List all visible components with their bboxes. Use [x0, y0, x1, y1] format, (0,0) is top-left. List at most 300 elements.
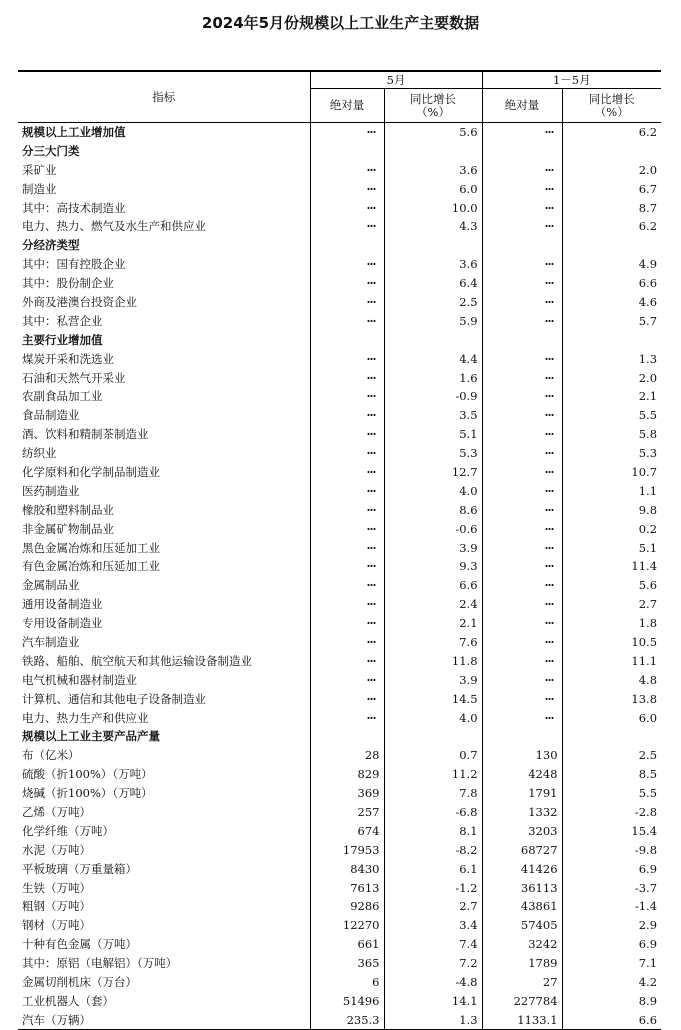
- may-yoy-cell: 1.6: [384, 368, 482, 387]
- may-absolute-cell: ···: [310, 198, 384, 217]
- jan-may-yoy-cell: 4.6: [562, 293, 661, 312]
- table-row: [18, 368, 661, 387]
- jan-may-yoy-cell: 6.7: [562, 179, 661, 198]
- may-yoy-cell: 3.9: [384, 670, 482, 689]
- may-absolute-cell: 6: [310, 973, 384, 992]
- may-absolute-cell: 365: [310, 954, 384, 973]
- indicator-cell: 规模以上工业主要产品产量: [22, 729, 160, 744]
- may-yoy-cell: 8.1: [384, 821, 482, 840]
- may-yoy-cell: -0.9: [384, 387, 482, 406]
- indicator-cell: 煤炭开采和洗选业: [22, 351, 114, 366]
- jan-may-yoy-cell: 15.4: [562, 821, 661, 840]
- jan-may-absolute-cell: 1789: [482, 954, 562, 973]
- table-row: [18, 274, 661, 293]
- may-absolute-cell: ···: [310, 349, 384, 368]
- table-row: [18, 973, 661, 992]
- jan-may-yoy-cell: 5.5: [562, 406, 661, 425]
- header-may-absolute: 绝对量: [310, 89, 384, 123]
- may-absolute-cell: ···: [310, 500, 384, 519]
- jan-may-yoy-cell: 5.1: [562, 538, 661, 557]
- jan-may-absolute-cell: [482, 727, 562, 746]
- may-absolute-cell: 8430: [310, 859, 384, 878]
- indicator-cell: 金属切削机床（万台）: [22, 975, 137, 990]
- indicator-cell: 布（亿米）: [22, 748, 80, 763]
- may-yoy-cell: -0.6: [384, 519, 482, 538]
- table-row: [18, 198, 661, 217]
- table-row: [18, 160, 661, 179]
- jan-may-yoy-cell: 6.6: [562, 274, 661, 293]
- table-row: [18, 840, 661, 859]
- jan-may-absolute-cell: 27: [482, 973, 562, 992]
- header-may-yoy: [384, 89, 482, 123]
- indicator-cell: 烧碱（折100%）（万吨）: [22, 786, 153, 801]
- jan-may-absolute-cell: 36113: [482, 878, 562, 897]
- may-yoy-cell: 7.2: [384, 954, 482, 973]
- jan-may-absolute-cell: 4248: [482, 765, 562, 784]
- may-yoy-cell: -1.2: [384, 878, 482, 897]
- jan-may-yoy-cell: 8.9: [562, 991, 661, 1010]
- indicator-cell: 外商及港澳台投资企业: [22, 294, 137, 309]
- jan-may-yoy-cell: 5.8: [562, 425, 661, 444]
- jan-may-yoy-cell: 1.3: [562, 349, 661, 368]
- indicator-cell: 主要行业增加值: [22, 332, 103, 347]
- may-yoy-cell: 9.3: [384, 557, 482, 576]
- jan-may-absolute-cell: ···: [482, 217, 562, 236]
- jan-may-absolute-cell: ···: [482, 274, 562, 293]
- table-row: [18, 784, 661, 803]
- jan-may-absolute-cell: 227784: [482, 991, 562, 1010]
- indicator-cell: 规模以上工业增加值: [22, 125, 126, 140]
- may-yoy-cell: 4.3: [384, 217, 482, 236]
- may-absolute-cell: ···: [310, 689, 384, 708]
- may-absolute-cell: ···: [310, 670, 384, 689]
- may-absolute-cell: [310, 330, 384, 349]
- may-yoy-cell: 6.4: [384, 274, 482, 293]
- may-absolute-cell: ···: [310, 425, 384, 444]
- may-absolute-cell: ···: [310, 406, 384, 425]
- jan-may-absolute-cell: 1791: [482, 784, 562, 803]
- jan-may-absolute-cell: ···: [482, 500, 562, 519]
- jan-may-absolute-cell: 41426: [482, 859, 562, 878]
- indicator-cell: 钢材（万吨）: [22, 918, 91, 933]
- header-indicator: 指标: [18, 71, 310, 123]
- may-yoy-cell: [384, 330, 482, 349]
- jan-may-yoy-cell: 1.1: [562, 481, 661, 500]
- section-row: [18, 141, 661, 160]
- may-yoy-cell: 7.6: [384, 633, 482, 652]
- may-yoy-cell: 4.4: [384, 349, 482, 368]
- indicator-cell: 其中：原铝（电解铝）（万吨）: [22, 956, 178, 971]
- may-yoy-cell: 3.9: [384, 538, 482, 557]
- table-row: [18, 349, 661, 368]
- may-yoy-cell: 14.5: [384, 689, 482, 708]
- may-yoy-cell: [384, 236, 482, 255]
- jan-may-yoy-cell: 2.0: [562, 160, 661, 179]
- jan-may-absolute-cell: ···: [482, 614, 562, 633]
- may-absolute-cell: ···: [310, 160, 384, 179]
- indicator-cell: 汽车（万辆）: [18, 1010, 310, 1029]
- jan-may-absolute-cell: ···: [482, 425, 562, 444]
- table-row: [18, 179, 661, 198]
- jan-may-yoy-cell: -9.8: [562, 840, 661, 859]
- may-absolute-cell: [310, 236, 384, 255]
- may-absolute-cell: 28: [310, 746, 384, 765]
- may-yoy-cell: 4.0: [384, 708, 482, 727]
- jan-may-absolute-cell: 1133.1: [482, 1010, 562, 1029]
- jan-may-absolute-cell: [482, 330, 562, 349]
- jan-may-absolute-cell: ···: [482, 557, 562, 576]
- table-row: [18, 935, 661, 954]
- may-yoy-cell: 5.1: [384, 425, 482, 444]
- indicator-cell: 生铁（万吨）: [22, 880, 91, 895]
- indicator-cell: 其中：股份制企业: [22, 276, 114, 291]
- jan-may-yoy-cell: 8.7: [562, 198, 661, 217]
- jan-may-absolute-cell: ···: [482, 444, 562, 463]
- jan-may-absolute-cell: ···: [482, 123, 562, 142]
- indicator-cell: 分经济类型: [22, 238, 80, 253]
- jan-may-absolute-cell: ···: [482, 293, 562, 312]
- table-row: [18, 293, 661, 312]
- may-absolute-cell: ···: [310, 293, 384, 312]
- jan-may-absolute-cell: ···: [482, 387, 562, 406]
- header-jan-may-yoy: [562, 89, 661, 123]
- indicator-cell: 计算机、通信和其他电子设备制造业: [22, 691, 206, 706]
- jan-may-absolute-cell: ···: [482, 633, 562, 652]
- indicator-cell: 硫酸（折100%）（万吨）: [22, 767, 153, 782]
- indicator-cell: 化学原料和化学制品制造业: [22, 464, 160, 479]
- indicator-cell: 其中：高技术制造业: [22, 200, 126, 215]
- table-row: [18, 538, 661, 557]
- jan-may-absolute-cell: [482, 141, 562, 160]
- indicator-cell: 其中：国有控股企业: [22, 257, 126, 272]
- indicator-cell: 乙烯（万吨）: [22, 805, 91, 819]
- jan-may-yoy-cell: 1.8: [562, 614, 661, 633]
- may-absolute-cell: ···: [310, 519, 384, 538]
- section-row: [18, 330, 661, 349]
- may-absolute-cell: [310, 141, 384, 160]
- indicator-cell: 有色金属冶炼和压延加工业: [22, 559, 160, 574]
- jan-may-yoy-cell: -3.7: [562, 878, 661, 897]
- may-yoy-cell: 11.2: [384, 765, 482, 784]
- jan-may-yoy-cell: 7.1: [562, 954, 661, 973]
- may-yoy-cell: 2.1: [384, 614, 482, 633]
- section-row: [18, 123, 661, 142]
- table-row: [18, 614, 661, 633]
- table-row: [18, 1010, 661, 1029]
- table-row: [18, 406, 661, 425]
- may-yoy-cell: 5.3: [384, 444, 482, 463]
- table-row: [18, 595, 661, 614]
- jan-may-absolute-cell: ···: [482, 349, 562, 368]
- jan-may-absolute-cell: 3242: [482, 935, 562, 954]
- indicator-cell: 采矿业: [22, 162, 57, 177]
- may-absolute-cell: 369: [310, 784, 384, 803]
- may-absolute-cell: ···: [310, 368, 384, 387]
- indicator-cell: 铁路、船舶、航空航天和其他运输设备制造业: [22, 653, 252, 668]
- indicator-cell: 平板玻璃（万重量箱）: [22, 861, 137, 876]
- jan-may-absolute-cell: ···: [482, 179, 562, 198]
- jan-may-absolute-cell: ···: [482, 463, 562, 482]
- jan-may-absolute-cell: 57405: [482, 916, 562, 935]
- indicator-cell: 医药制造业: [22, 483, 80, 498]
- jan-may-yoy-cell: 10.5: [562, 633, 661, 652]
- table-row: [18, 519, 661, 538]
- may-yoy-cell: 0.7: [384, 746, 482, 765]
- indicator-cell: 电力、热力生产和供应业: [22, 710, 149, 725]
- indicator-cell: 电力、热力、燃气及水生产和供应业: [22, 219, 206, 234]
- jan-may-absolute-cell: ···: [482, 368, 562, 387]
- may-absolute-cell: ···: [310, 614, 384, 633]
- jan-may-yoy-cell: 6.9: [562, 935, 661, 954]
- jan-may-absolute-cell: 68727: [482, 840, 562, 859]
- jan-may-absolute-cell: ···: [482, 311, 562, 330]
- header-yoy-label: 同比增长: [588, 91, 635, 106]
- may-yoy-cell: 12.7: [384, 463, 482, 482]
- jan-may-yoy-cell: 2.1: [562, 387, 661, 406]
- table-row: [18, 821, 661, 840]
- table-row: [18, 576, 661, 595]
- indicator-cell: 分三大门类: [22, 143, 80, 158]
- indicator-cell: 橡胶和塑料制品业: [22, 502, 114, 517]
- may-absolute-cell: ···: [310, 557, 384, 576]
- may-absolute-cell: ···: [310, 444, 384, 463]
- may-absolute-cell: ···: [310, 123, 384, 142]
- table-row: [18, 689, 661, 708]
- jan-may-absolute-cell: ···: [482, 198, 562, 217]
- indicator-cell: 黑色金属冶炼和压延加工业: [22, 540, 160, 555]
- may-yoy-cell: [384, 141, 482, 160]
- table-row: [18, 859, 661, 878]
- jan-may-absolute-cell: ···: [482, 651, 562, 670]
- jan-may-absolute-cell: 3203: [482, 821, 562, 840]
- may-absolute-cell: ···: [310, 538, 384, 557]
- table-body: [18, 123, 661, 1030]
- indicator-cell: 十种有色金属（万吨）: [22, 937, 137, 952]
- jan-may-yoy-cell: 5.3: [562, 444, 661, 463]
- may-absolute-cell: [310, 727, 384, 746]
- may-yoy-cell: 6.6: [384, 576, 482, 595]
- table-row: [18, 463, 661, 482]
- jan-may-yoy-cell: 8.5: [562, 765, 661, 784]
- may-absolute-cell: 7613: [310, 878, 384, 897]
- may-yoy-cell: 10.0: [384, 198, 482, 217]
- table-row: [18, 897, 661, 916]
- may-yoy-cell: 1.3: [384, 1010, 482, 1029]
- header-yoy-unit: （%）: [416, 104, 450, 119]
- indicator-cell: 制造业: [22, 181, 57, 196]
- header-yoy-label: 同比增长: [410, 91, 456, 106]
- may-yoy-cell: 6.1: [384, 859, 482, 878]
- table-row: [18, 765, 661, 784]
- table-header: [18, 71, 661, 123]
- indicator-cell: 电气机械和器材制造业: [22, 672, 137, 687]
- jan-may-yoy-cell: [562, 236, 661, 255]
- jan-may-yoy-cell: 6.6: [562, 1010, 661, 1029]
- indicator-cell: 水泥（万吨）: [22, 842, 91, 857]
- section-row: [18, 236, 661, 255]
- may-yoy-cell: 6.0: [384, 179, 482, 198]
- jan-may-yoy-cell: 6.0: [562, 708, 661, 727]
- table-row: [18, 481, 661, 500]
- jan-may-yoy-cell: 5.6: [562, 576, 661, 595]
- may-absolute-cell: 12270: [310, 916, 384, 935]
- jan-may-absolute-cell: ···: [482, 538, 562, 557]
- may-yoy-cell: 5.6: [384, 123, 482, 142]
- indicator-cell: 化学纤维（万吨）: [22, 823, 114, 838]
- jan-may-yoy-cell: 2.7: [562, 595, 661, 614]
- jan-may-yoy-cell: 2.9: [562, 916, 661, 935]
- jan-may-yoy-cell: 11.1: [562, 651, 661, 670]
- indicator-cell: 农副食品加工业: [22, 389, 103, 404]
- may-absolute-cell: 51496: [310, 991, 384, 1010]
- table-row: [18, 954, 661, 973]
- may-yoy-cell: 3.5: [384, 406, 482, 425]
- may-absolute-cell: ···: [310, 651, 384, 670]
- jan-may-absolute-cell: ···: [482, 708, 562, 727]
- jan-may-yoy-cell: [562, 330, 661, 349]
- jan-may-absolute-cell: ···: [482, 576, 562, 595]
- header-may: 5月: [310, 71, 482, 89]
- jan-may-absolute-cell: ···: [482, 160, 562, 179]
- may-absolute-cell: ···: [310, 255, 384, 274]
- jan-may-absolute-cell: ···: [482, 519, 562, 538]
- jan-may-yoy-cell: -2.8: [562, 803, 661, 822]
- jan-may-yoy-cell: 2.0: [562, 368, 661, 387]
- jan-may-absolute-cell: ···: [482, 255, 562, 274]
- may-absolute-cell: 17953: [310, 840, 384, 859]
- jan-may-yoy-cell: 10.7: [562, 463, 661, 482]
- jan-may-absolute-cell: ···: [482, 595, 562, 614]
- jan-may-absolute-cell: ···: [482, 481, 562, 500]
- may-yoy-cell: -8.2: [384, 840, 482, 859]
- jan-may-yoy-cell: 9.8: [562, 500, 661, 519]
- indicator-cell: 通用设备制造业: [22, 597, 103, 612]
- may-yoy-cell: 7.4: [384, 935, 482, 954]
- jan-may-absolute-cell: 1332: [482, 803, 562, 822]
- header-jan-may-absolute: 绝对量: [482, 89, 562, 123]
- table-row: [18, 916, 661, 935]
- table-row: [18, 311, 661, 330]
- jan-may-yoy-cell: 0.2: [562, 519, 661, 538]
- may-absolute-cell: ···: [310, 576, 384, 595]
- table-row: [18, 746, 661, 765]
- may-absolute-cell: ···: [310, 708, 384, 727]
- indicator-cell: 金属制品业: [22, 578, 80, 593]
- table-row: [18, 500, 661, 519]
- may-yoy-cell: 14.1: [384, 991, 482, 1010]
- jan-may-absolute-cell: ···: [482, 689, 562, 708]
- indicator-cell: 食品制造业: [22, 408, 80, 423]
- may-yoy-cell: 2.5: [384, 293, 482, 312]
- may-yoy-cell: 3.4: [384, 916, 482, 935]
- may-yoy-cell: 2.4: [384, 595, 482, 614]
- table-row: [18, 991, 661, 1010]
- indicator-cell: 非金属矿物制品业: [22, 521, 114, 536]
- table-row: [18, 670, 661, 689]
- jan-may-yoy-cell: 11.4: [562, 557, 661, 576]
- may-yoy-cell: 3.6: [384, 255, 482, 274]
- data-table: [18, 70, 661, 1030]
- may-absolute-cell: ···: [310, 633, 384, 652]
- may-yoy-cell: 7.8: [384, 784, 482, 803]
- may-absolute-cell: ···: [310, 179, 384, 198]
- jan-may-yoy-cell: 4.9: [562, 255, 661, 274]
- table-row: [18, 557, 661, 576]
- jan-may-absolute-cell: [482, 236, 562, 255]
- table-row: [18, 217, 661, 236]
- table-row: [18, 803, 661, 822]
- may-absolute-cell: ···: [310, 463, 384, 482]
- may-yoy-cell: 11.8: [384, 651, 482, 670]
- indicator-cell: 石油和天然气开采业: [22, 370, 126, 385]
- may-yoy-cell: [384, 727, 482, 746]
- may-absolute-cell: 9286: [310, 897, 384, 916]
- may-absolute-cell: ···: [310, 311, 384, 330]
- header-yoy-unit: （%）: [594, 104, 629, 119]
- jan-may-absolute-cell: ···: [482, 670, 562, 689]
- may-absolute-cell: 257: [310, 803, 384, 822]
- jan-may-yoy-cell: 13.8: [562, 689, 661, 708]
- jan-may-yoy-cell: 6.2: [562, 217, 661, 236]
- jan-may-yoy-cell: [562, 727, 661, 746]
- table-row: [18, 651, 661, 670]
- table-row: [18, 425, 661, 444]
- table-row: [18, 255, 661, 274]
- may-absolute-cell: 235.3: [310, 1010, 384, 1029]
- may-absolute-cell: 674: [310, 821, 384, 840]
- may-yoy-cell: 3.6: [384, 160, 482, 179]
- table-row: [18, 444, 661, 463]
- may-absolute-cell: ···: [310, 595, 384, 614]
- indicator-cell: 专用设备制造业: [22, 616, 103, 631]
- may-yoy-cell: -6.8: [384, 803, 482, 822]
- indicator-cell: 工业机器人（套）: [22, 993, 114, 1008]
- may-yoy-cell: 4.0: [384, 481, 482, 500]
- page-title: 2024年5月份规模以上工业生产主要数据: [201, 14, 480, 32]
- may-yoy-cell: 2.7: [384, 897, 482, 916]
- may-absolute-cell: ···: [310, 217, 384, 236]
- indicator-cell: 汽车制造业: [22, 634, 80, 649]
- may-yoy-cell: -4.8: [384, 973, 482, 992]
- jan-may-yoy-cell: 6.2: [562, 123, 661, 142]
- jan-may-absolute-cell: 130: [482, 746, 562, 765]
- may-absolute-cell: ···: [310, 387, 384, 406]
- may-absolute-cell: ···: [310, 481, 384, 500]
- section-row: [18, 727, 661, 746]
- jan-may-yoy-cell: 2.5: [562, 746, 661, 765]
- indicator-cell: 酒、饮料和精制茶制造业: [22, 427, 149, 442]
- indicator-cell: 其中：私营企业: [22, 313, 103, 328]
- table-row: [18, 708, 661, 727]
- jan-may-yoy-cell: 6.9: [562, 859, 661, 878]
- header-jan-may: 1－5月: [482, 71, 661, 89]
- table-row: [18, 878, 661, 897]
- jan-may-yoy-cell: [562, 141, 661, 160]
- may-yoy-cell: 5.9: [384, 311, 482, 330]
- jan-may-yoy-cell: 5.5: [562, 784, 661, 803]
- jan-may-yoy-cell: 4.2: [562, 973, 661, 992]
- jan-may-yoy-cell: -1.4: [562, 897, 661, 916]
- indicator-cell: 纺织业: [22, 446, 57, 461]
- table-row: [18, 387, 661, 406]
- jan-may-yoy-cell: 4.8: [562, 670, 661, 689]
- may-yoy-cell: 8.6: [384, 500, 482, 519]
- table-row: [18, 633, 661, 652]
- may-absolute-cell: 661: [310, 935, 384, 954]
- jan-may-absolute-cell: ···: [482, 406, 562, 425]
- may-absolute-cell: ···: [310, 274, 384, 293]
- jan-may-absolute-cell: 43861: [482, 897, 562, 916]
